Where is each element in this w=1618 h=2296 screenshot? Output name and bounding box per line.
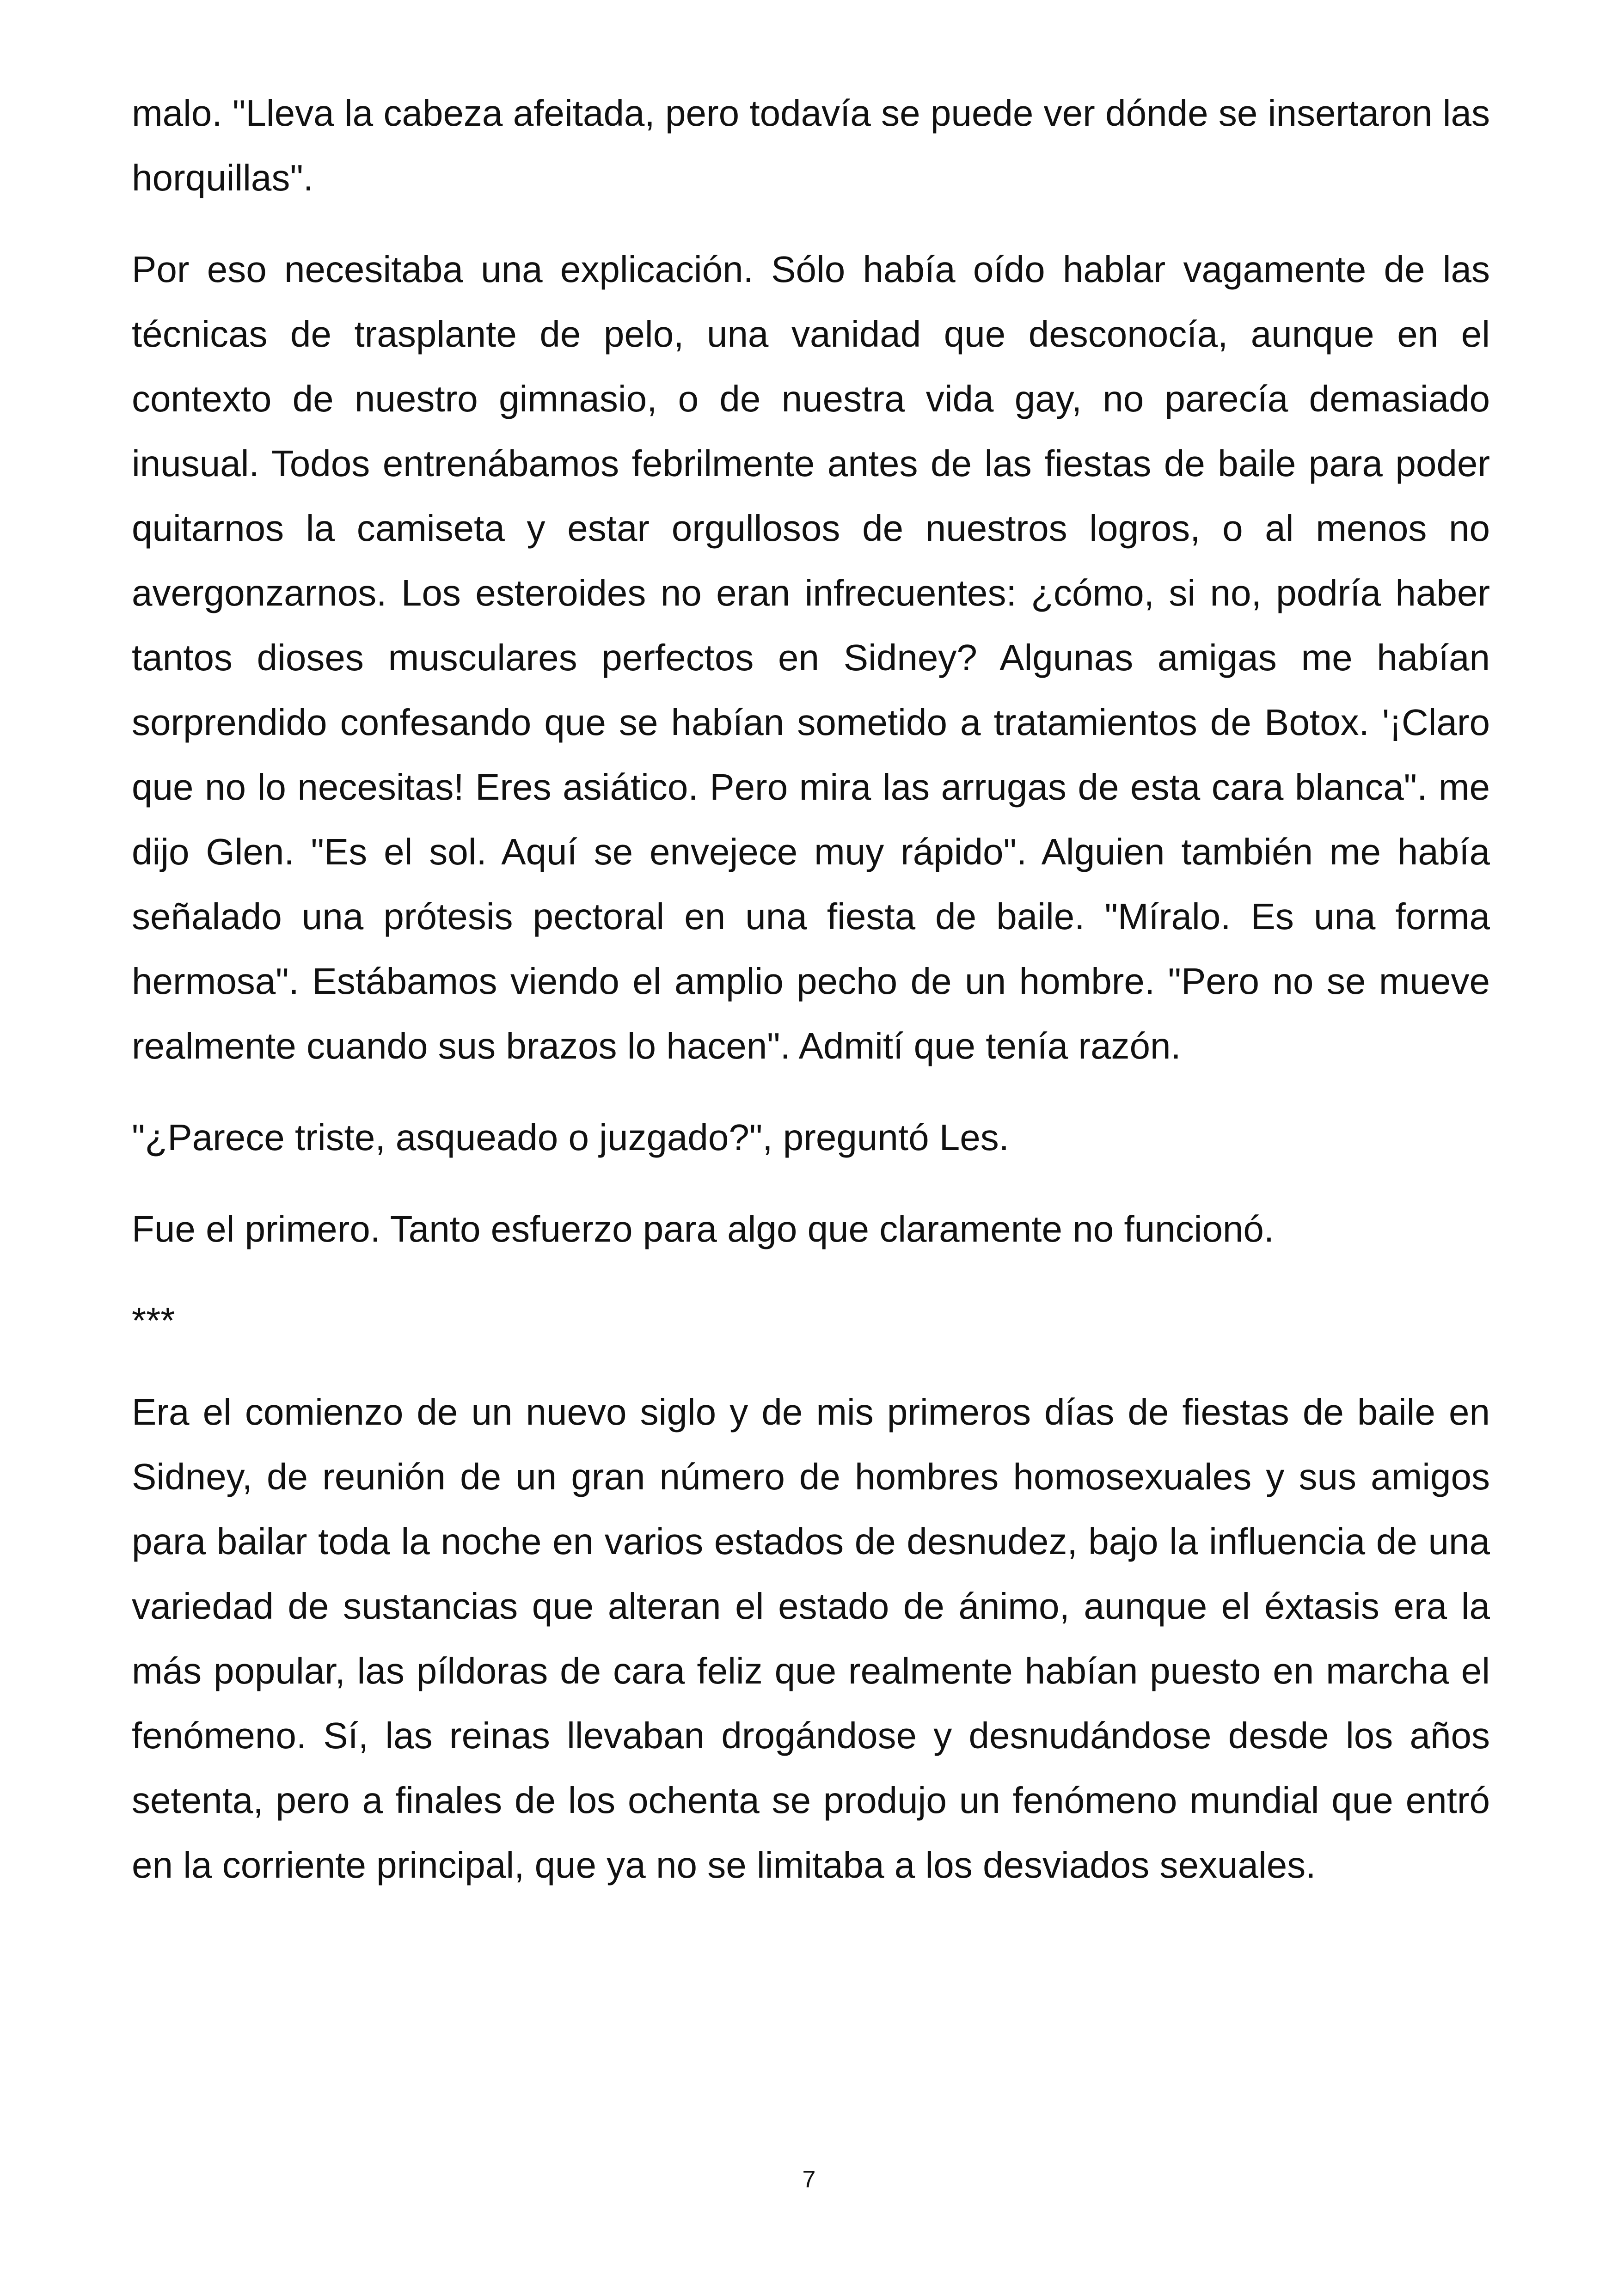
paragraph-3: "¿Parece triste, asqueado o juzgado?", preguntó Les. [132, 1117, 1010, 1158]
paragraph-2: Por eso necesitaba una explicación. Sólo había oído hablar vagamente de las técnicas de trasplante de pelo, una vanidad que desconocía, aunque en el contexto de nuestro gimnasio, o de nuestra vida gay, no parecía demasiado inusual. Todos entrenábamos febrilmente antes de las fiestas de baile para poder quitarnos la camiseta y estar orgullosos de nuestros logros, o al menos no avergonzarnos. Los esteroides no eran infrecuentes: ¿cómo, si no, podría haber tantos dioses musculares perfectos en Sidney? Algunas amigas me habían sorprendido confesando que se habían sometido a tratamientos de Botox. '¡Claro que no lo necesitas! Eres asiático. Pero mira las arrugas de esta cara blanca". me dijo Glen. "Es el sol. Aquí se envejece muy rápido". Alguien también me había señalado una prótesis pectoral en una fiesta de baile. "Míralo. Es una forma hermosa". Estábamos viendo el amplio pecho de un hombre. "Pero no se mueve realmente cuando sus brazos lo hacen". Admití que tenía razón. [132, 249, 1490, 1066]
paragraph-1: malo. "Lleva la cabeza afeitada, pero todavía se puede ver dónde se insertaron las horquillas". [132, 92, 1490, 198]
body-text [132, 81, 1490, 1924]
paragraph-4: Fue el primero. Tanto esfuerzo para algo que claramente no funcionó. [132, 1208, 1275, 1249]
section-break: *** [132, 1300, 175, 1341]
paragraph-5: Era el comienzo de un nuevo siglo y de mis primeros días de fiestas de baile en Sidney, de reunión de un gran número de hombres homosexuales y sus amigos para bailar toda la noche en varios estados de desnudez, bajo la influencia de una variedad de sustancias que alteran el estado de ánimo, aunque el éxtasis era la más popular, las píldoras de cara feliz que realmente habían puesto en marcha el fenómeno. Sí, las reinas llevaban drogándose y desnudándose desde los años setenta, pero a finales de los ochenta se produjo un fenómeno mundial que entró en la corriente principal, que ya no se limitaba a los desviados sexuales. [132, 1391, 1490, 1886]
page-number: 7 [802, 2166, 816, 2193]
